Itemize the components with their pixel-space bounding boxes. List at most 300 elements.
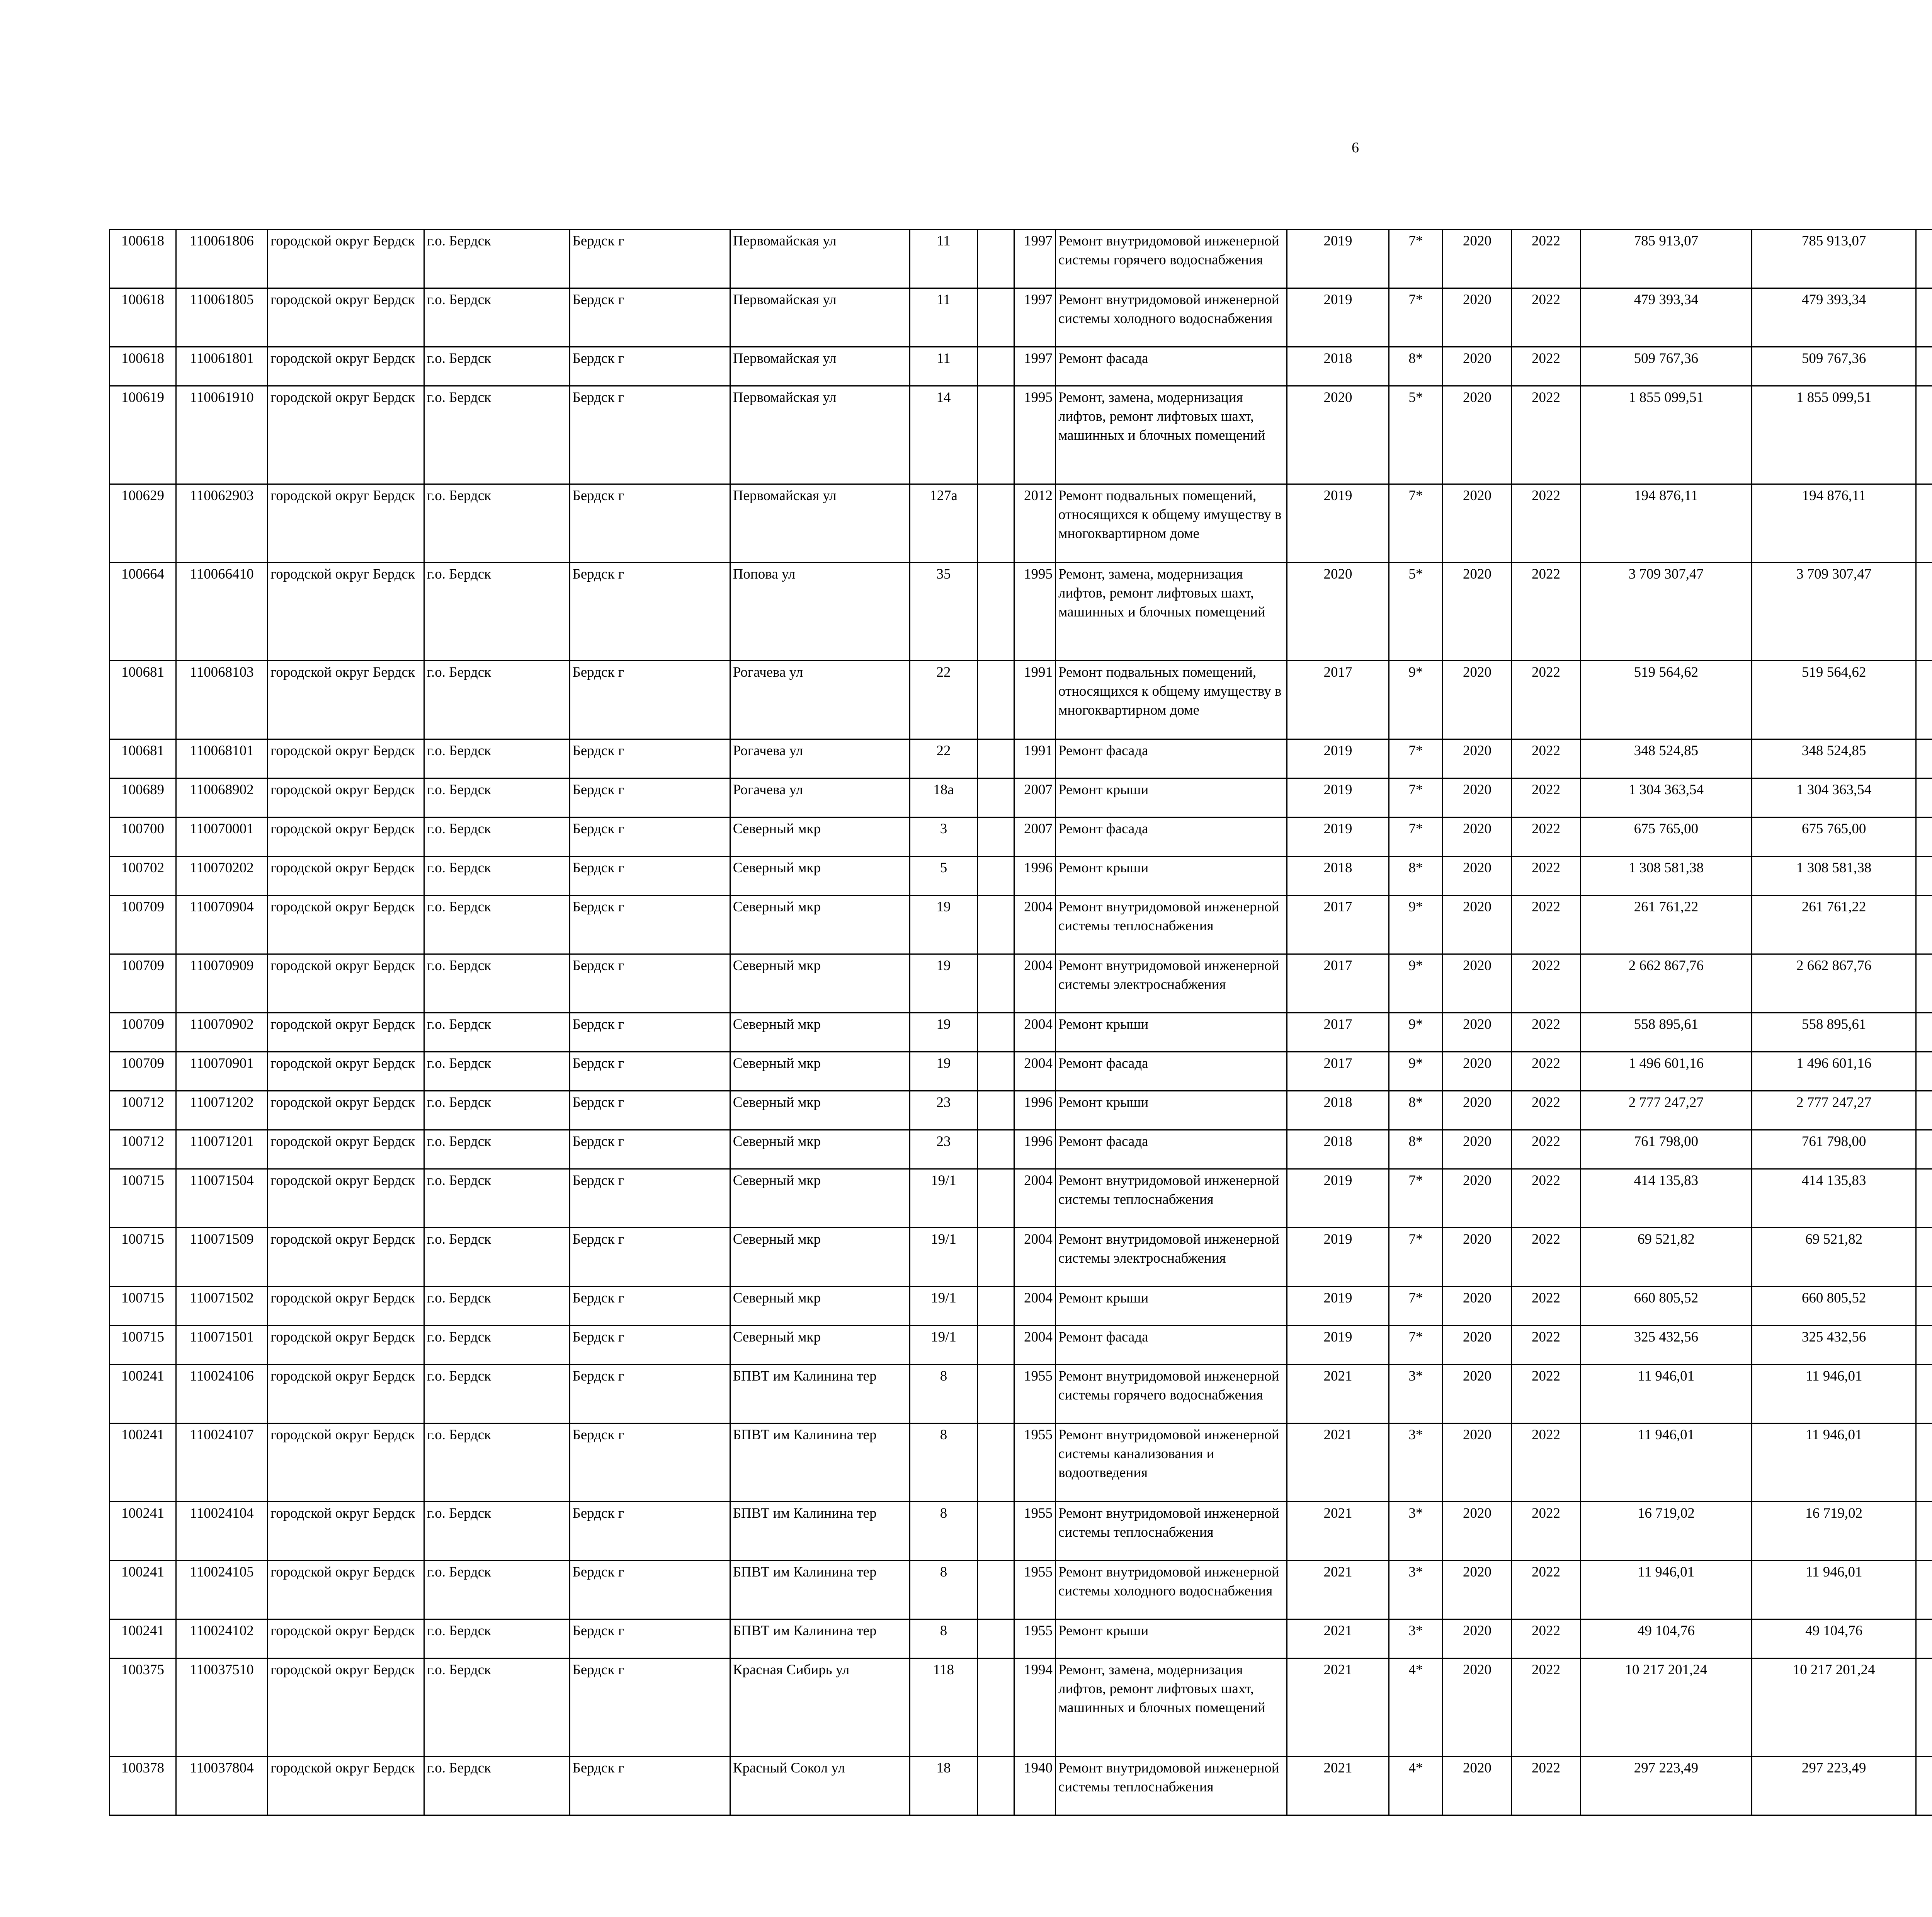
cell-house-number: 35 [910, 563, 977, 661]
cell-fund-cost: 660 805,52 [1752, 1287, 1916, 1326]
cell-regional-budget [1916, 1326, 1932, 1365]
cell-building [977, 1423, 1014, 1502]
table-row [110, 1757, 1932, 1815]
cell-survey-year: 2018 [1287, 856, 1389, 896]
cell-plan-year-end: 2022 [1512, 386, 1580, 484]
cell-street: Первомайская ул [730, 288, 910, 347]
cell-plan-year-end: 2022 [1512, 1502, 1580, 1561]
cell-total-cost: 325 432,56 [1580, 1326, 1752, 1365]
cell-plan-year-start: 2020 [1443, 1502, 1512, 1561]
cell-regional-budget [1916, 778, 1932, 817]
cell-object-id: 100709 [110, 1013, 176, 1052]
cell-work-id: 110071504 [176, 1169, 268, 1228]
cell-priority: 7* [1389, 778, 1443, 817]
cell-object-id: 100618 [110, 347, 176, 386]
cell-total-cost: 261 761,22 [1580, 896, 1752, 954]
cell-work-id: 110062903 [176, 484, 268, 563]
cell-construction-year: 1955 [1014, 1502, 1055, 1561]
cell-building [977, 1228, 1014, 1287]
cell-plan-year-end: 2022 [1512, 896, 1580, 954]
cell-construction-year: 2004 [1014, 954, 1055, 1013]
cell-work-id: 110071502 [176, 1287, 268, 1326]
cell-fund-cost: 1 496 601,16 [1752, 1052, 1916, 1091]
cell-work-type: Ремонт внутридомовой инженерной системы горячего водоснабжения [1055, 1365, 1287, 1423]
cell-municipality-short: г.о. Бердск [424, 1423, 570, 1502]
cell-locality: Бердск г [570, 1502, 730, 1561]
cell-construction-year: 1991 [1014, 739, 1055, 778]
cell-survey-year: 2018 [1287, 347, 1389, 386]
cell-street: БПВТ им Калинина тер [730, 1502, 910, 1561]
cell-street: Попова ул [730, 563, 910, 661]
cell-work-type: Ремонт подвальных помещений, относящихся к общему имуществу в многоквартирном доме [1055, 661, 1287, 739]
cell-plan-year-start: 2020 [1443, 484, 1512, 563]
cell-work-id: 110061805 [176, 288, 268, 347]
cell-house-number: 19 [910, 1013, 977, 1052]
cell-work-id: 110061801 [176, 347, 268, 386]
cell-building [977, 896, 1014, 954]
cell-work-id: 110071509 [176, 1228, 268, 1287]
cell-municipality: городской округ Бердск [268, 288, 424, 347]
cell-house-number: 19/1 [910, 1287, 977, 1326]
cell-survey-year: 2019 [1287, 778, 1389, 817]
cell-plan-year-start: 2020 [1443, 347, 1512, 386]
table-row [110, 347, 1932, 386]
cell-priority: 5* [1389, 563, 1443, 661]
cell-survey-year: 2021 [1287, 1757, 1389, 1815]
cell-locality: Бердск г [570, 778, 730, 817]
cell-work-id: 110068103 [176, 661, 268, 739]
cell-municipality: городской округ Бердск [268, 563, 424, 661]
cell-locality: Бердск г [570, 1169, 730, 1228]
cell-fund-cost: 1 304 363,54 [1752, 778, 1916, 817]
cell-survey-year: 2019 [1287, 1228, 1389, 1287]
table-row [110, 1658, 1932, 1757]
cell-municipality-short: г.о. Бердск [424, 1169, 570, 1228]
cell-plan-year-end: 2022 [1512, 817, 1580, 856]
table-row [110, 1228, 1932, 1287]
cell-municipality: городской округ Бердск [268, 230, 424, 288]
cell-work-type: Ремонт фасада [1055, 1052, 1287, 1091]
cell-plan-year-end: 2022 [1512, 739, 1580, 778]
cell-total-cost: 509 767,36 [1580, 347, 1752, 386]
cell-object-id: 100700 [110, 817, 176, 856]
table-row [110, 896, 1932, 954]
cell-priority: 9* [1389, 661, 1443, 739]
cell-regional-budget [1916, 230, 1932, 288]
table-row [110, 817, 1932, 856]
cell-locality: Бердск г [570, 1091, 730, 1130]
cell-plan-year-start: 2020 [1443, 1365, 1512, 1423]
cell-municipality-short: г.о. Бердск [424, 1619, 570, 1658]
cell-municipality-short: г.о. Бердск [424, 386, 570, 484]
cell-priority: 7* [1389, 1228, 1443, 1287]
cell-street: Северный мкр [730, 817, 910, 856]
cell-street: Первомайская ул [730, 347, 910, 386]
cell-house-number: 118 [910, 1658, 977, 1757]
cell-survey-year: 2021 [1287, 1502, 1389, 1561]
cell-object-id: 100664 [110, 563, 176, 661]
cell-work-type: Ремонт крыши [1055, 1013, 1287, 1052]
cell-plan-year-start: 2020 [1443, 288, 1512, 347]
cell-locality: Бердск г [570, 1287, 730, 1326]
table-row [110, 661, 1932, 739]
cell-street: Северный мкр [730, 1287, 910, 1326]
cell-municipality: городской округ Бердск [268, 1013, 424, 1052]
cell-priority: 7* [1389, 288, 1443, 347]
cell-municipality: городской округ Бердск [268, 1091, 424, 1130]
cell-building [977, 1619, 1014, 1658]
cell-priority: 3* [1389, 1619, 1443, 1658]
cell-house-number: 8 [910, 1619, 977, 1658]
cell-regional-budget [1916, 954, 1932, 1013]
cell-construction-year: 2004 [1014, 1013, 1055, 1052]
cell-object-id: 100618 [110, 230, 176, 288]
cell-building [977, 1169, 1014, 1228]
cell-plan-year-end: 2022 [1512, 230, 1580, 288]
cell-priority: 4* [1389, 1658, 1443, 1757]
cell-regional-budget [1916, 484, 1932, 563]
cell-street: Рогачева ул [730, 778, 910, 817]
cell-construction-year: 1995 [1014, 563, 1055, 661]
cell-plan-year-end: 2022 [1512, 1091, 1580, 1130]
cell-construction-year: 1996 [1014, 856, 1055, 896]
cell-work-type: Ремонт внутридомовой инженерной системы электроснабжения [1055, 954, 1287, 1013]
cell-work-id: 110066410 [176, 563, 268, 661]
cell-municipality-short: г.о. Бердск [424, 1052, 570, 1091]
cell-construction-year: 1940 [1014, 1757, 1055, 1815]
cell-street: Рогачева ул [730, 661, 910, 739]
cell-object-id: 100241 [110, 1365, 176, 1423]
cell-house-number: 19 [910, 896, 977, 954]
cell-plan-year-end: 2022 [1512, 856, 1580, 896]
cell-construction-year: 1991 [1014, 661, 1055, 739]
cell-work-type: Ремонт фасада [1055, 347, 1287, 386]
cell-street: Красная Сибирь ул [730, 1658, 910, 1757]
cell-work-type: Ремонт внутридомовой инженерной системы горячего водоснабжения [1055, 230, 1287, 288]
cell-work-type: Ремонт, замена, модернизация лифтов, ремонт лифтовых шахт, машинных и блочных помещений [1055, 563, 1287, 661]
cell-house-number: 22 [910, 739, 977, 778]
cell-total-cost: 3 709 307,47 [1580, 563, 1752, 661]
cell-municipality: городской округ Бердск [268, 347, 424, 386]
cell-fund-cost: 761 798,00 [1752, 1130, 1916, 1169]
cell-total-cost: 1 304 363,54 [1580, 778, 1752, 817]
cell-plan-year-end: 2022 [1512, 1013, 1580, 1052]
cell-construction-year: 2012 [1014, 484, 1055, 563]
cell-total-cost: 49 104,76 [1580, 1619, 1752, 1658]
cell-plan-year-end: 2022 [1512, 288, 1580, 347]
cell-object-id: 100241 [110, 1423, 176, 1502]
cell-locality: Бердск г [570, 1013, 730, 1052]
cell-total-cost: 10 217 201,24 [1580, 1658, 1752, 1757]
cell-total-cost: 2 777 247,27 [1580, 1091, 1752, 1130]
cell-object-id: 100375 [110, 1658, 176, 1757]
cell-priority: 9* [1389, 954, 1443, 1013]
cell-municipality: городской округ Бердск [268, 386, 424, 484]
cell-total-cost: 11 946,01 [1580, 1423, 1752, 1502]
cell-work-type: Ремонт внутридомовой инженерной системы канализования и водоотведения [1055, 1423, 1287, 1502]
cell-total-cost: 479 393,34 [1580, 288, 1752, 347]
cell-object-id: 100702 [110, 856, 176, 896]
cell-fund-cost: 11 946,01 [1752, 1561, 1916, 1619]
cell-locality: Бердск г [570, 1561, 730, 1619]
cell-plan-year-start: 2020 [1443, 954, 1512, 1013]
cell-survey-year: 2021 [1287, 1619, 1389, 1658]
cell-building [977, 1365, 1014, 1423]
cell-regional-budget [1916, 817, 1932, 856]
cell-fund-cost: 3 709 307,47 [1752, 563, 1916, 661]
cell-fund-cost: 2 662 867,76 [1752, 954, 1916, 1013]
cell-priority: 4* [1389, 1757, 1443, 1815]
cell-house-number: 8 [910, 1502, 977, 1561]
cell-regional-budget [1916, 896, 1932, 954]
cell-plan-year-end: 2022 [1512, 1326, 1580, 1365]
cell-house-number: 19 [910, 954, 977, 1013]
cell-plan-year-end: 2022 [1512, 484, 1580, 563]
cell-total-cost: 11 946,01 [1580, 1365, 1752, 1423]
cell-total-cost: 1 496 601,16 [1580, 1052, 1752, 1091]
cell-municipality: городской округ Бердск [268, 1052, 424, 1091]
cell-street: Северный мкр [730, 1169, 910, 1228]
cell-plan-year-end: 2022 [1512, 1757, 1580, 1815]
cell-construction-year: 2004 [1014, 1169, 1055, 1228]
cell-fund-cost: 16 719,02 [1752, 1502, 1916, 1561]
cell-municipality-short: г.о. Бердск [424, 1013, 570, 1052]
cell-house-number: 19/1 [910, 1228, 977, 1287]
cell-work-type: Ремонт внутридомовой инженерной системы теплоснабжения [1055, 1757, 1287, 1815]
cell-locality: Бердск г [570, 954, 730, 1013]
cell-work-type: Ремонт фасада [1055, 1326, 1287, 1365]
cell-street: Северный мкр [730, 954, 910, 1013]
cell-building [977, 1561, 1014, 1619]
cell-work-id: 110068902 [176, 778, 268, 817]
table-row [110, 386, 1932, 484]
cell-municipality: городской округ Бердск [268, 856, 424, 896]
cell-fund-cost: 348 524,85 [1752, 739, 1916, 778]
table-row [110, 1561, 1932, 1619]
cell-building [977, 1130, 1014, 1169]
cell-survey-year: 2019 [1287, 739, 1389, 778]
table-row [110, 856, 1932, 896]
cell-building [977, 778, 1014, 817]
cell-survey-year: 2019 [1287, 288, 1389, 347]
cell-street: Северный мкр [730, 1013, 910, 1052]
cell-plan-year-start: 2020 [1443, 1561, 1512, 1619]
cell-fund-cost: 11 946,01 [1752, 1423, 1916, 1502]
cell-work-id: 110024106 [176, 1365, 268, 1423]
cell-plan-year-start: 2020 [1443, 1658, 1512, 1757]
cell-object-id: 100712 [110, 1091, 176, 1130]
cell-work-id: 110037804 [176, 1757, 268, 1815]
cell-fund-cost: 261 761,22 [1752, 896, 1916, 954]
cell-survey-year: 2020 [1287, 386, 1389, 484]
cell-work-id: 110070202 [176, 856, 268, 896]
cell-building [977, 288, 1014, 347]
cell-object-id: 100715 [110, 1228, 176, 1287]
cell-municipality-short: г.о. Бердск [424, 778, 570, 817]
table-row [110, 1130, 1932, 1169]
cell-locality: Бердск г [570, 1326, 730, 1365]
cell-fund-cost: 10 217 201,24 [1752, 1658, 1916, 1757]
cell-plan-year-end: 2022 [1512, 1169, 1580, 1228]
cell-work-type: Ремонт внутридомовой инженерной системы холодного водоснабжения [1055, 1561, 1287, 1619]
cell-plan-year-start: 2020 [1443, 1130, 1512, 1169]
cell-municipality-short: г.о. Бердск [424, 1658, 570, 1757]
cell-construction-year: 2007 [1014, 817, 1055, 856]
cell-total-cost: 675 765,00 [1580, 817, 1752, 856]
table-row [110, 288, 1932, 347]
cell-priority: 7* [1389, 1326, 1443, 1365]
cell-total-cost: 1 855 099,51 [1580, 386, 1752, 484]
cell-regional-budget [1916, 386, 1932, 484]
cell-building [977, 856, 1014, 896]
cell-locality: Бердск г [570, 739, 730, 778]
cell-object-id: 100629 [110, 484, 176, 563]
cell-plan-year-end: 2022 [1512, 1658, 1580, 1757]
cell-construction-year: 1955 [1014, 1365, 1055, 1423]
cell-building [977, 484, 1014, 563]
cell-total-cost: 519 564,62 [1580, 661, 1752, 739]
cell-street: Первомайская ул [730, 386, 910, 484]
cell-municipality-short: г.о. Бердск [424, 1757, 570, 1815]
cell-municipality: городской округ Бердск [268, 896, 424, 954]
cell-municipality: городской округ Бердск [268, 1502, 424, 1561]
cell-regional-budget [1916, 856, 1932, 896]
cell-plan-year-start: 2020 [1443, 817, 1512, 856]
cell-priority: 7* [1389, 484, 1443, 563]
cell-regional-budget [1916, 563, 1932, 661]
cell-house-number: 127а [910, 484, 977, 563]
cell-building [977, 1658, 1014, 1757]
cell-total-cost: 69 521,82 [1580, 1228, 1752, 1287]
cell-street: Северный мкр [730, 856, 910, 896]
cell-locality: Бердск г [570, 1619, 730, 1658]
cell-total-cost: 16 719,02 [1580, 1502, 1752, 1561]
cell-fund-cost: 785 913,07 [1752, 230, 1916, 288]
cell-building [977, 1326, 1014, 1365]
cell-construction-year: 1955 [1014, 1561, 1055, 1619]
cell-fund-cost: 2 777 247,27 [1752, 1091, 1916, 1130]
cell-house-number: 18а [910, 778, 977, 817]
cell-plan-year-end: 2022 [1512, 1561, 1580, 1619]
cell-house-number: 8 [910, 1365, 977, 1423]
cell-object-id: 100681 [110, 661, 176, 739]
cell-work-id: 110068101 [176, 739, 268, 778]
cell-survey-year: 2018 [1287, 1091, 1389, 1130]
cell-house-number: 14 [910, 386, 977, 484]
cell-fund-cost: 69 521,82 [1752, 1228, 1916, 1287]
cell-plan-year-end: 2022 [1512, 1228, 1580, 1287]
cell-municipality-short: г.о. Бердск [424, 484, 570, 563]
cell-priority: 3* [1389, 1365, 1443, 1423]
table-row [110, 1091, 1932, 1130]
cell-locality: Бердск г [570, 896, 730, 954]
cell-regional-budget [1916, 1757, 1932, 1815]
cell-work-type: Ремонт, замена, модернизация лифтов, ремонт лифтовых шахт, машинных и блочных помещений [1055, 1658, 1287, 1757]
cell-total-cost: 558 895,61 [1580, 1013, 1752, 1052]
cell-plan-year-start: 2020 [1443, 1052, 1512, 1091]
cell-municipality-short: г.о. Бердск [424, 1091, 570, 1130]
table-body [110, 230, 1932, 1815]
cell-object-id: 100712 [110, 1130, 176, 1169]
cell-regional-budget [1916, 1561, 1932, 1619]
cell-fund-cost: 11 946,01 [1752, 1365, 1916, 1423]
cell-street: Северный мкр [730, 1052, 910, 1091]
cell-priority: 9* [1389, 896, 1443, 954]
cell-building [977, 1091, 1014, 1130]
cell-house-number: 5 [910, 856, 977, 896]
cell-plan-year-start: 2020 [1443, 1169, 1512, 1228]
cell-building [977, 954, 1014, 1013]
cell-plan-year-start: 2020 [1443, 1757, 1512, 1815]
cell-house-number: 11 [910, 230, 977, 288]
cell-regional-budget [1916, 739, 1932, 778]
cell-street: БПВТ им Калинина тер [730, 1561, 910, 1619]
cell-priority: 7* [1389, 230, 1443, 288]
cell-construction-year: 2004 [1014, 1052, 1055, 1091]
cell-work-id: 110071202 [176, 1091, 268, 1130]
cell-work-id: 110024102 [176, 1619, 268, 1658]
cell-municipality: городской округ Бердск [268, 1423, 424, 1502]
cell-municipality: городской округ Бердск [268, 739, 424, 778]
cell-building [977, 1013, 1014, 1052]
cell-total-cost: 785 913,07 [1580, 230, 1752, 288]
cell-priority: 7* [1389, 1287, 1443, 1326]
cell-work-id: 110070909 [176, 954, 268, 1013]
cell-municipality-short: г.о. Бердск [424, 563, 570, 661]
cell-construction-year: 1955 [1014, 1619, 1055, 1658]
cell-municipality-short: г.о. Бердск [424, 739, 570, 778]
cell-priority: 3* [1389, 1423, 1443, 1502]
cell-plan-year-end: 2022 [1512, 563, 1580, 661]
cell-survey-year: 2020 [1287, 563, 1389, 661]
cell-fund-cost: 1 308 581,38 [1752, 856, 1916, 896]
cell-work-type: Ремонт внутридомовой инженерной системы теплоснабжения [1055, 1169, 1287, 1228]
cell-street: Северный мкр [730, 1228, 910, 1287]
table-row [110, 778, 1932, 817]
cell-municipality-short: г.о. Бердск [424, 1228, 570, 1287]
cell-work-id: 110037510 [176, 1658, 268, 1757]
cell-construction-year: 2004 [1014, 1326, 1055, 1365]
cell-plan-year-end: 2022 [1512, 1052, 1580, 1091]
cell-locality: Бердск г [570, 856, 730, 896]
cell-house-number: 3 [910, 817, 977, 856]
cell-regional-budget [1916, 1365, 1932, 1423]
cell-regional-budget [1916, 1091, 1932, 1130]
cell-work-type: Ремонт подвальных помещений, относящихся к общему имуществу в многоквартирном доме [1055, 484, 1287, 563]
cell-locality: Бердск г [570, 563, 730, 661]
cell-work-type: Ремонт внутридомовой инженерной системы теплоснабжения [1055, 1502, 1287, 1561]
cell-work-id: 110071201 [176, 1130, 268, 1169]
cell-locality: Бердск г [570, 1130, 730, 1169]
table-row [110, 739, 1932, 778]
cell-plan-year-start: 2020 [1443, 563, 1512, 661]
cell-total-cost: 2 662 867,76 [1580, 954, 1752, 1013]
cell-work-type: Ремонт крыши [1055, 778, 1287, 817]
cell-construction-year: 1996 [1014, 1091, 1055, 1130]
cell-house-number: 22 [910, 661, 977, 739]
cell-plan-year-end: 2022 [1512, 1619, 1580, 1658]
cell-plan-year-start: 2020 [1443, 856, 1512, 896]
cell-total-cost: 297 223,49 [1580, 1757, 1752, 1815]
cell-regional-budget [1916, 1013, 1932, 1052]
cell-plan-year-start: 2020 [1443, 1326, 1512, 1365]
cell-building [977, 386, 1014, 484]
cell-plan-year-start: 2020 [1443, 1287, 1512, 1326]
cell-total-cost: 194 876,11 [1580, 484, 1752, 563]
cell-priority: 3* [1389, 1502, 1443, 1561]
table-row [110, 1326, 1932, 1365]
cell-plan-year-end: 2022 [1512, 1287, 1580, 1326]
